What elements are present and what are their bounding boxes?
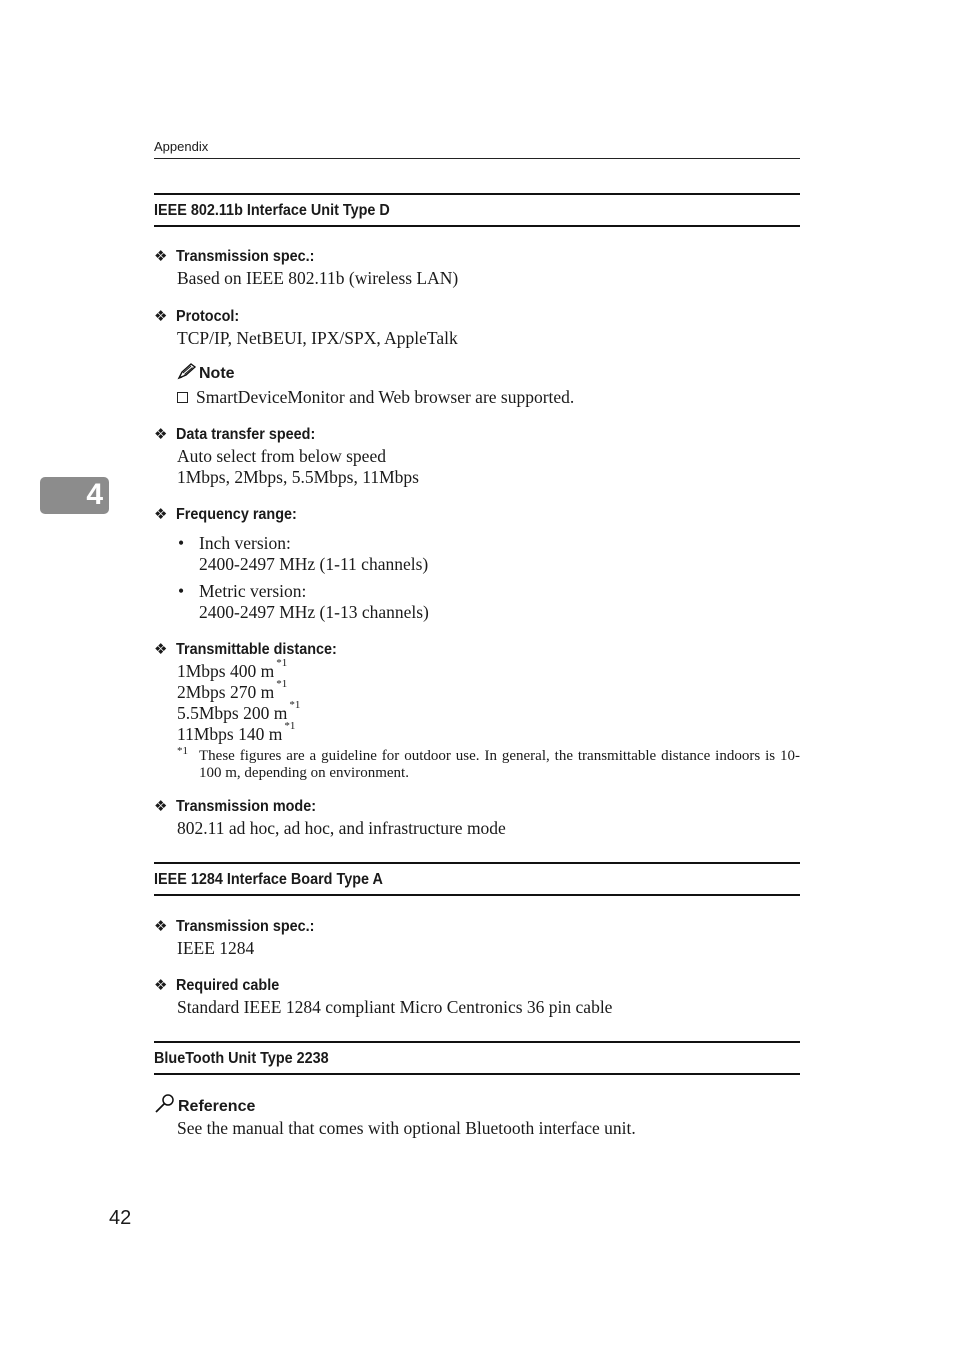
diamond-bullet-icon: ❖ xyxy=(154,308,168,325)
reference-heading: Reference xyxy=(154,1094,255,1116)
bullet-dot-icon: • xyxy=(178,533,185,553)
header-rule xyxy=(154,158,800,159)
section-title-ieee-80211b: IEEE 802.11b Interface Unit Type D xyxy=(154,193,800,227)
diamond-bullet-icon: ❖ xyxy=(154,918,168,935)
footnote-ref: *1 xyxy=(289,699,301,711)
item-heading-transmission-spec: ❖ Transmission spec.: xyxy=(154,918,315,935)
section-title-ieee-1284: IEEE 1284 Interface Board Type A xyxy=(154,862,800,896)
distance-line: 1Mbps 400 m $^{*1}$ xyxy=(177,657,288,681)
magnifier-reference-icon xyxy=(154,1094,175,1113)
body-text: 1Mbps, 2Mbps, 5.5Mbps, 11Mbps xyxy=(177,467,419,487)
body-text: Standard IEEE 1284 compliant Micro Centronics 36 pin cable xyxy=(177,997,613,1017)
pencil-note-icon xyxy=(177,363,196,380)
body-text: Auto select from below speed xyxy=(177,446,386,466)
diamond-bullet-icon: ❖ xyxy=(154,977,168,994)
item-heading-frequency-range: ❖ Frequency range: xyxy=(154,506,297,523)
diamond-bullet-icon: ❖ xyxy=(154,506,168,523)
distance-line: 2Mbps 270 m $^{*1}$ xyxy=(177,678,288,702)
note-heading: Note xyxy=(177,363,235,383)
footnote-ref: *1 xyxy=(276,678,288,690)
bullet-title: Metric version: xyxy=(199,581,307,601)
body-text: Based on IEEE 802.11b (wireless LAN) xyxy=(177,268,459,288)
bullet-title: Inch version: xyxy=(199,533,291,553)
chapter-tab xyxy=(40,477,109,514)
distance-line: 11Mbps 140 m $^{*1}$ xyxy=(177,720,296,744)
checkbox-bullet-icon xyxy=(177,392,188,403)
diamond-bullet-icon: ❖ xyxy=(154,798,168,815)
footnote-text: These figures are a guideline for outdoor use. In general, the transmittable distance indoors is 10-100 m, depending on environment. xyxy=(199,748,800,781)
diamond-bullet-icon: ❖ xyxy=(154,641,168,658)
section-title-bluetooth: BlueTooth Unit Type 2238 xyxy=(154,1041,800,1075)
body-text: IEEE 1284 xyxy=(177,938,255,958)
note-item: SmartDeviceMonitor and Web browser are supported. xyxy=(177,387,574,408)
item-heading-data-transfer-speed: ❖ Data transfer speed: xyxy=(154,426,316,443)
diamond-bullet-icon: ❖ xyxy=(154,426,168,443)
item-heading-required-cable: ❖ Required cable xyxy=(154,977,280,994)
body-text: TCP/IP, NetBEUI, IPX/SPX, AppleTalk xyxy=(177,328,458,348)
footnote-ref: *1 xyxy=(284,720,296,732)
item-heading-transmission-mode: ❖ Transmission mode: xyxy=(154,798,317,815)
footnote-mark: *1 xyxy=(177,745,188,757)
reference-text: See the manual that comes with optional Bluetooth interface unit. xyxy=(177,1118,636,1138)
bullet-value: 2400-2497 MHz (1-11 channels) xyxy=(199,554,429,574)
item-heading-transmission-spec: ❖ Transmission spec.: xyxy=(154,248,315,265)
running-head: Appendix xyxy=(154,139,209,154)
body-text: 802.11 ad hoc, ad hoc, and infrastructure mode xyxy=(177,818,506,838)
distance-line: 5.5Mbps 200 m $^{*1}$ xyxy=(177,699,301,723)
item-heading-transmittable-distance: ❖ Transmittable distance: xyxy=(154,641,337,658)
item-heading-protocol: ❖ Protocol: xyxy=(154,308,240,325)
page-number: 42 xyxy=(109,1207,132,1229)
footnote-ref: *1 xyxy=(276,657,288,669)
diamond-bullet-icon: ❖ xyxy=(154,248,168,265)
bullet-dot-icon: • xyxy=(178,581,185,601)
bullet-value: 2400-2497 MHz (1-13 channels) xyxy=(199,602,429,622)
chapter-number: 4 xyxy=(86,478,103,511)
